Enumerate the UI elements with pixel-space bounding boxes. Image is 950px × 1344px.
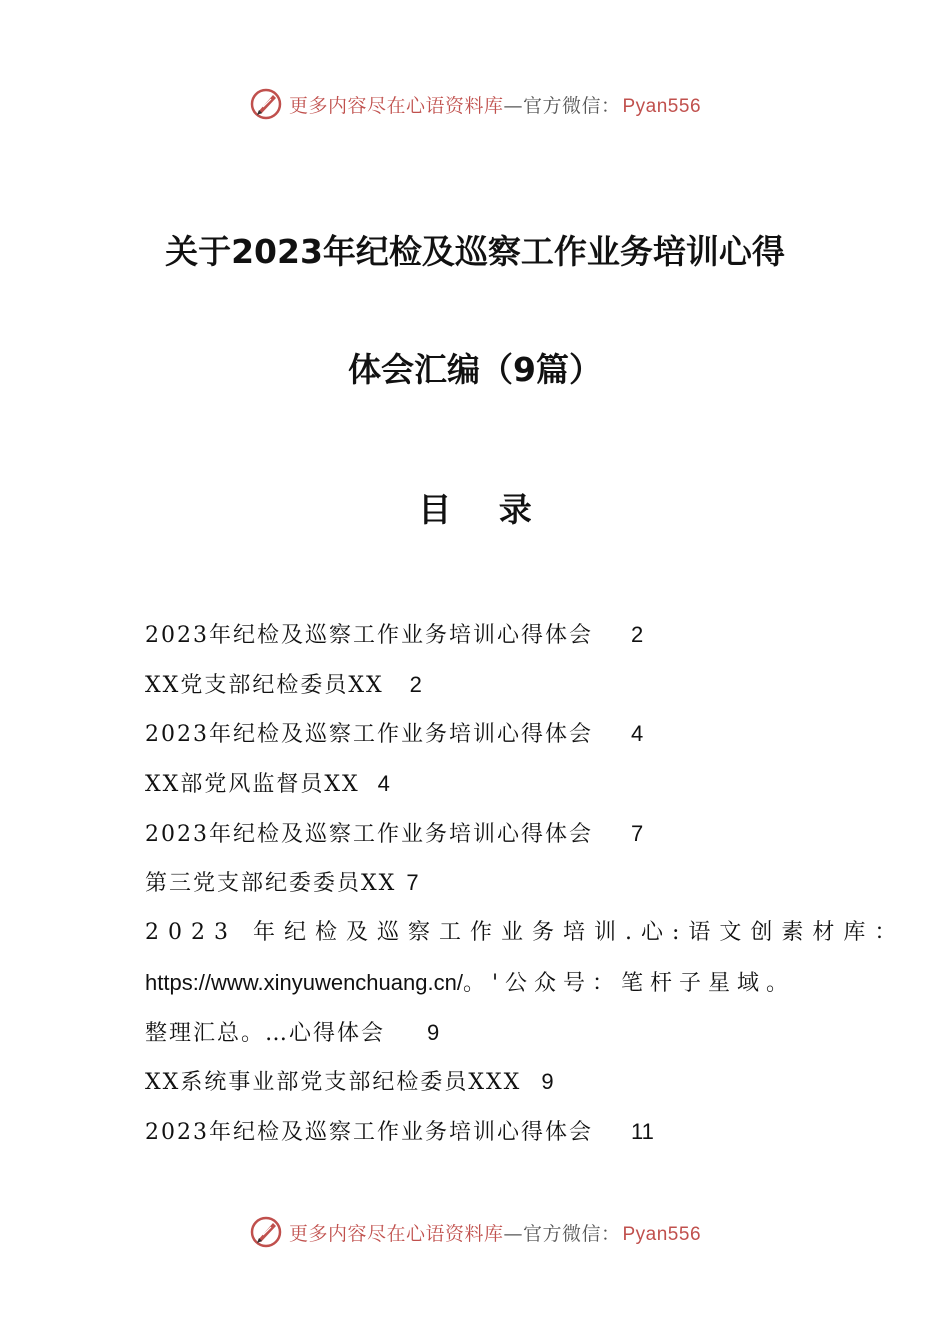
watermark-rest-text: —官方微信： <box>503 94 621 117</box>
watermark-accent-text: 更多内容尽在心语资料库 <box>288 94 504 117</box>
toc-entry-text: 2023年纪检及巡察工作业务培训心得体会 <box>145 821 593 847</box>
toc-entry-page: 4 <box>377 771 390 797</box>
toc-entry[interactable] <box>145 1107 810 1157</box>
watermark-rest-text: —官方微信： <box>503 1222 621 1245</box>
toc-entry-page: 9 <box>541 1069 554 1095</box>
toc-entry[interactable] <box>145 709 810 759</box>
toc-entry-text: XX部党风监督员XX <box>145 772 360 798</box>
toc-entry-suffix: 。'公众号：笔杆子星域。 <box>462 970 796 996</box>
watermark-text <box>289 91 701 118</box>
toc-entry-text: 2023年纪检及巡察工作业务培训心得体会 <box>145 623 593 648</box>
toc-entry-text: 2023 年纪检及巡察工作业务培训.心:语文创素材库： <box>145 920 906 946</box>
watermark-text <box>289 1219 701 1246</box>
toc-entry[interactable] <box>145 809 810 859</box>
toc-entry-wrapped-line3[interactable] <box>145 1008 810 1058</box>
toc-entry-text: 2023年纪检及巡察工作业务培训心得体会 <box>145 722 593 748</box>
toc-entry-page: 9 <box>427 1019 440 1045</box>
toc-entry-text: 整理汇总。…心得体会 <box>145 1020 386 1046</box>
toc-entry-page: 11 <box>631 1118 654 1144</box>
toc-entry-text: 第三党支部纪委委员XX <box>145 871 397 897</box>
document-title-line2: 体会汇编（9篇） <box>348 350 602 389</box>
toc-entry-page: 7 <box>631 820 644 846</box>
toc-entry-page: 7 <box>406 870 419 896</box>
toc-entry-text: XX党支部纪检委员XX <box>145 672 384 698</box>
toc-entry[interactable] <box>145 759 810 809</box>
watermark-wechat-id: Pyan556 <box>622 95 702 117</box>
footer-watermark <box>0 1212 950 1252</box>
toc-entry-text: XX系统事业部党支部纪检委员XXX <box>145 1070 522 1096</box>
table-of-contents <box>145 610 906 1157</box>
document-title-line1: 关于2023年纪检及巡察工作业务培训心得 <box>165 232 785 271</box>
toc-heading: 目 录 <box>418 490 550 529</box>
toc-entry-page: 4 <box>631 721 644 747</box>
toc-entry-page: 2 <box>409 671 422 697</box>
quill-logo-icon <box>249 1215 283 1249</box>
toc-entry[interactable] <box>145 858 810 908</box>
toc-entry[interactable] <box>145 660 810 710</box>
watermark-accent-text: 更多内容尽在心语资料库 <box>288 1222 504 1245</box>
watermark-wechat-id: Pyan556 <box>622 1223 702 1245</box>
toc-entry[interactable] <box>145 610 810 660</box>
quill-logo-icon <box>249 87 283 121</box>
toc-entry[interactable] <box>145 1057 810 1107</box>
toc-entry-url[interactable]: https://www.xinyuwenchuang.cn/ <box>145 969 463 995</box>
toc-entry-page: 2 <box>631 622 644 647</box>
toc-entry-wrapped-line2[interactable] <box>145 958 810 1008</box>
toc-entry-text: 2023年纪检及巡察工作业务培训心得体会 <box>145 1119 593 1145</box>
toc-entry-wrapped-line1[interactable] <box>145 908 906 958</box>
header-watermark <box>0 84 950 124</box>
